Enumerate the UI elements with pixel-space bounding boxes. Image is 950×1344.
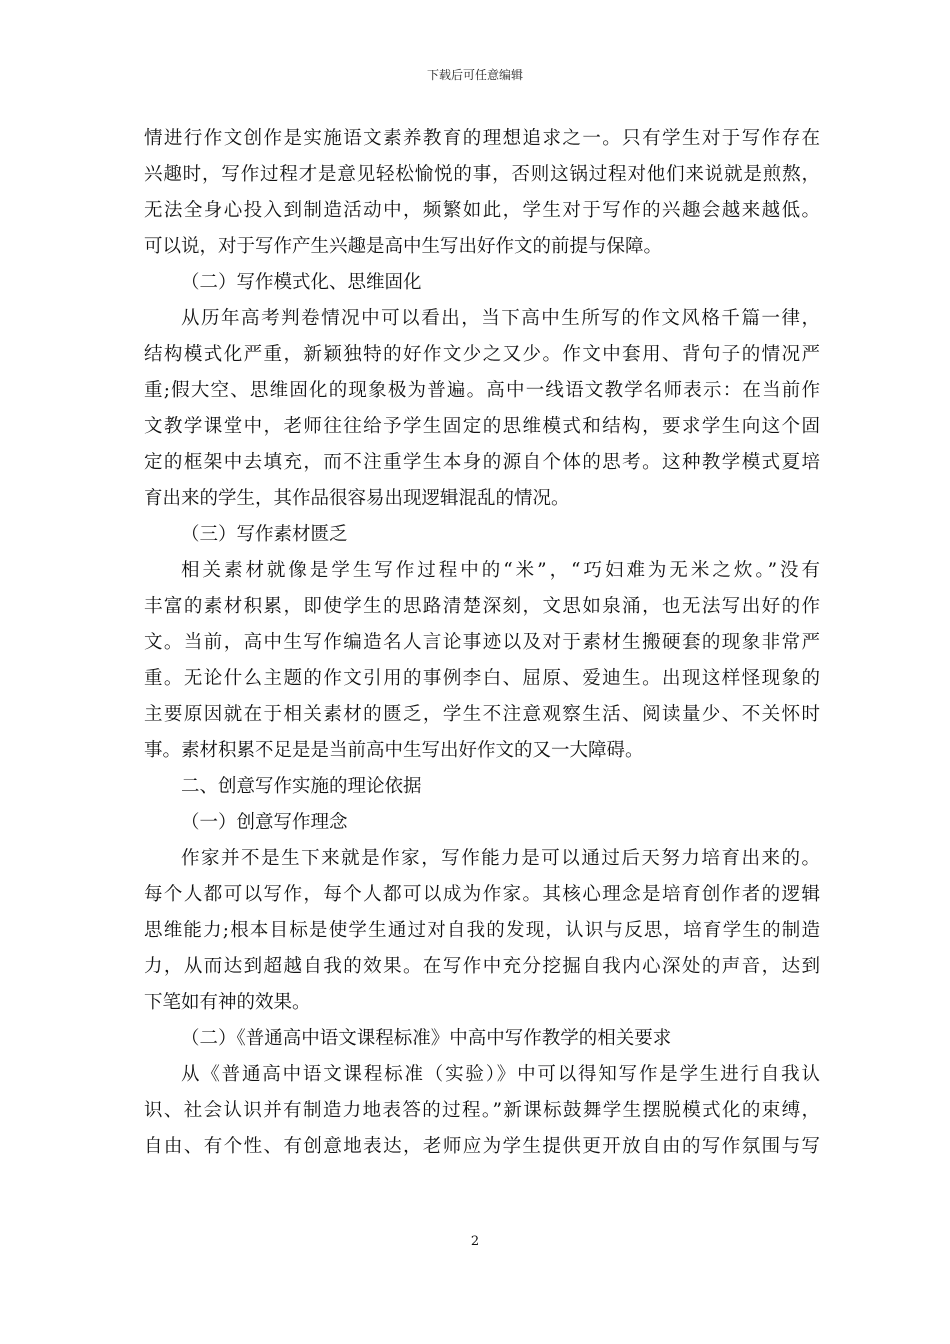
text-line: 每个人都可以写作，每个人都可以成为作家。其核心理念是培育创作者的逻辑 [144, 884, 820, 905]
text-line: 文教学课堂中，老师往往给予学生固定的思维模式和结构，要求学生向这个固 [144, 416, 820, 437]
text-line: （三）写作素材匮乏 [181, 524, 348, 545]
text-line: 定的框架中去填充，而不注重学生本身的源自个体的思考。这种教学模式夏培 [144, 452, 820, 473]
text-line: 无法全身心投入到制造活动中，频繁如此，学生对于写作的兴趣会越来越低。 [144, 200, 820, 221]
text-line: （二）写作模式化、思维固化 [181, 272, 422, 293]
text-line: 事。素材积累不足是是当前高中生写出好作文的又一大障碍。 [144, 740, 644, 761]
text-line: 重。无论什么主题的作文引用的事例李白、屈原、爱迪生。出现这样怪现象的 [144, 668, 820, 689]
text-line: （二）《普通高中语文课程标准》中高中写作教学的相关要求 [181, 1028, 672, 1049]
text-line: 识、社会认识并有制造力地表答的过程。”新课标鼓舞学生摆脱模式化的束缚， [144, 1100, 820, 1121]
text-line: 作家并不是生下来就是作家，写作能力是可以通过后天努力培育出来的。 [181, 848, 820, 869]
text-line: 育出来的学生，其作品很容易出现逻辑混乱的情况。 [144, 488, 570, 509]
text-line: 主要原因就在于相关素材的匮乏，学生不注意观察生活、阅读量少、不关怀时 [144, 704, 820, 725]
text-line: 情进行作文创作是实施语文素养教育的理想追求之一。只有学生对于写作存在 [144, 128, 820, 149]
text-line: 思维能力;根本目标是使学生通过对自我的发现，认识与反思，培育学生的制造 [144, 920, 820, 941]
text-line: 自由、有个性、有创意地表达，老师应为学生提供更开放自由的写作氛围与写 [144, 1136, 820, 1157]
text-line: 从《普通高中语文课程标准（实验）》中可以得知写作是学生进行自我认 [181, 1064, 820, 1085]
text-line: 可以说，对于写作产生兴趣是高中生写出好作文的前提与保障。 [144, 236, 663, 257]
text-line: 下笔如有神的效果。 [144, 992, 311, 1013]
text-line: 兴趣时，写作过程才是意见轻松愉悦的事，否则这锅过程对他们来说就是煎熬， [144, 164, 820, 185]
text-line: 力，从而达到超越自我的效果。在写作中充分挖掘自我内心深处的声音，达到 [144, 956, 820, 977]
text-line: 结构模式化严重，新颖独特的好作文少之又少。作文中套用、背句子的情况严 [144, 344, 820, 365]
text-line: 丰富的素材积累，即使学生的思路清楚深刻，文思如泉涌，也无法写出好的作 [144, 596, 820, 617]
text-line: （一）创意写作理念 [181, 812, 348, 833]
text-line: 相关素材就像是学生写作过程中的“米”，“巧妇难为无米之炊。”没有 [181, 560, 820, 581]
text-line: 重;假大空、思维固化的现象极为普遍。高中一线语文教学名师表示：在当前作 [144, 380, 820, 401]
text-line: 从历年高考判卷情况中可以看出，当下高中生所写的作文风格千篇一律， [181, 308, 820, 329]
text-line: 二、创意写作实施的理论依据 [181, 776, 422, 797]
page-header: 下载后可任意编辑 [426, 68, 523, 82]
text-line: 文。当前，高中生写作编造名人言论事迹以及对于素材生搬硬套的现象非常严 [144, 632, 820, 653]
document-body [144, 121, 820, 1165]
page-number: 2 [470, 1234, 480, 1249]
